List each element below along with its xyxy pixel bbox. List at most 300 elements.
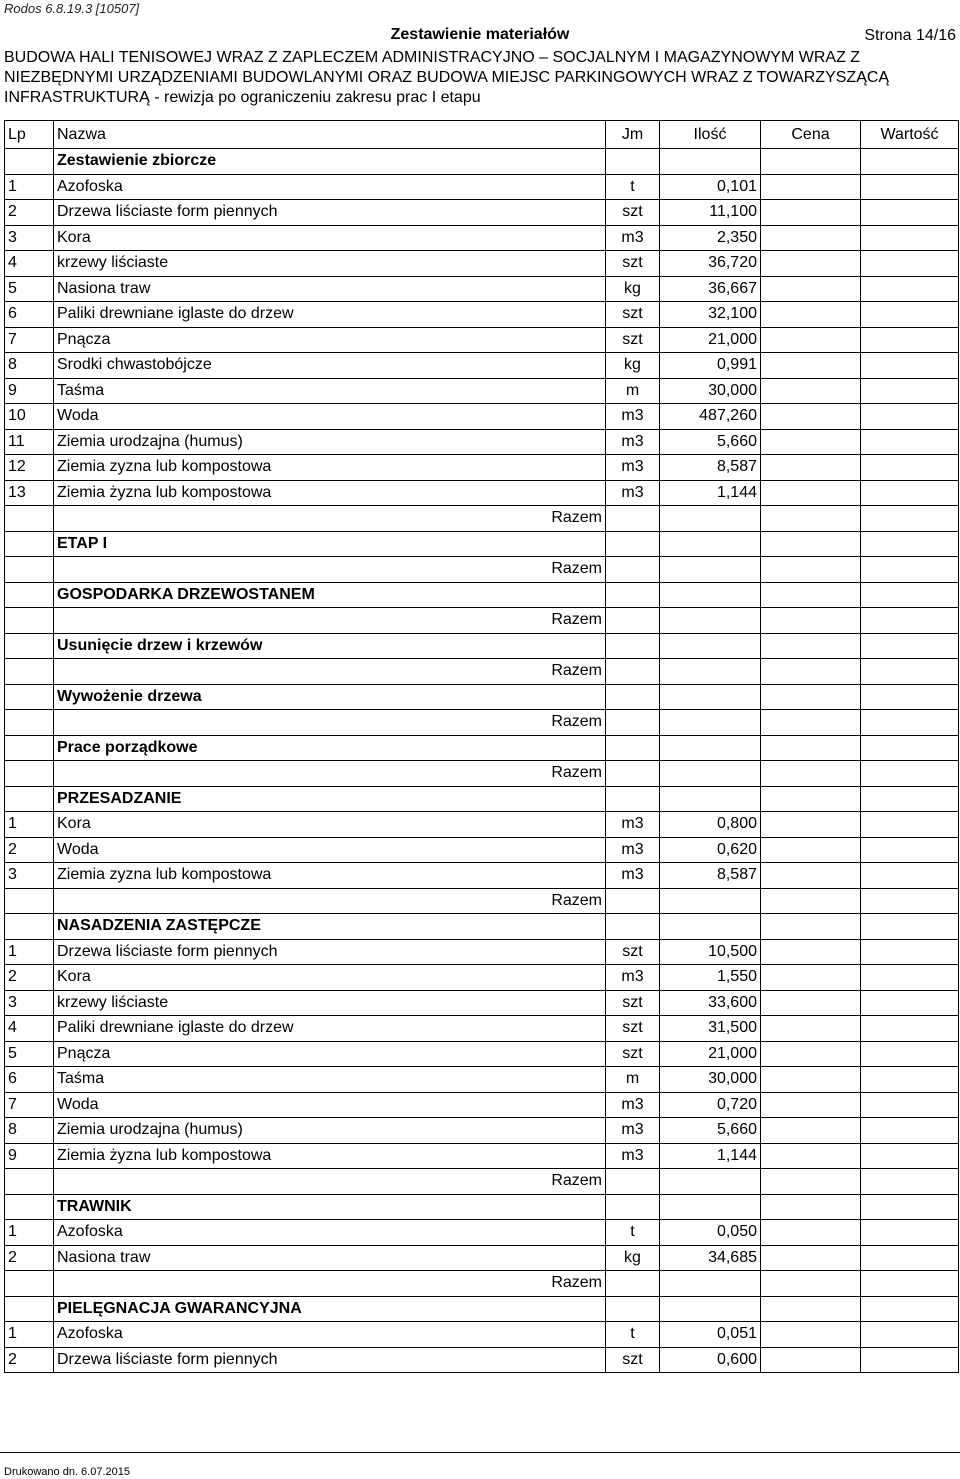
unit-cell: m3 — [606, 1143, 660, 1169]
price-cell — [761, 506, 861, 532]
quantity-cell: 1,550 — [660, 965, 761, 991]
total-label: Razem — [54, 659, 606, 685]
table-row — [5, 837, 959, 863]
row-number: 1 — [5, 1322, 54, 1348]
material-name: Taśma — [54, 1067, 606, 1093]
price-cell — [761, 429, 861, 455]
unit-cell: kg — [606, 353, 660, 379]
unit-cell — [606, 506, 660, 532]
column-header-unit: Jm — [606, 121, 660, 149]
section-title: Usunięcie drzew i krzewów — [54, 633, 606, 659]
price-cell — [761, 149, 861, 175]
section-row — [5, 914, 959, 940]
unit-cell: szt — [606, 939, 660, 965]
row-number — [5, 1296, 54, 1322]
value-cell — [861, 633, 959, 659]
row-number — [5, 710, 54, 736]
price-cell — [761, 837, 861, 863]
value-cell — [861, 1041, 959, 1067]
material-name: Azofoska — [54, 1220, 606, 1246]
price-cell — [761, 531, 861, 557]
value-cell — [861, 990, 959, 1016]
section-title: PIELĘGNACJA GWARANCYJNA — [54, 1296, 606, 1322]
table-row — [5, 353, 959, 379]
section-row — [5, 1296, 959, 1322]
value-cell — [861, 1016, 959, 1042]
section-title: Prace porządkowe — [54, 735, 606, 761]
material-name: Pnącza — [54, 327, 606, 353]
row-number — [5, 633, 54, 659]
table-row — [5, 1118, 959, 1144]
table-row — [5, 1016, 959, 1042]
value-cell — [861, 531, 959, 557]
unit-cell — [606, 1194, 660, 1220]
value-cell — [861, 327, 959, 353]
table-row — [5, 965, 959, 991]
value-cell — [861, 1322, 959, 1348]
price-cell — [761, 327, 861, 353]
total-row — [5, 888, 959, 914]
section-row — [5, 786, 959, 812]
quantity-cell: 31,500 — [660, 1016, 761, 1042]
row-number — [5, 761, 54, 787]
price-cell — [761, 965, 861, 991]
price-cell — [761, 812, 861, 838]
row-number: 6 — [5, 302, 54, 328]
quantity-cell: 36,720 — [660, 251, 761, 277]
value-cell — [861, 1169, 959, 1195]
quantity-cell: 1,144 — [660, 1143, 761, 1169]
material-name: Ziemia żyzna lub kompostowa — [54, 480, 606, 506]
unit-cell: m — [606, 378, 660, 404]
table-row — [5, 990, 959, 1016]
price-cell — [761, 582, 861, 608]
material-name: Pnącza — [54, 1041, 606, 1067]
price-cell — [761, 786, 861, 812]
section-row — [5, 1194, 959, 1220]
price-cell — [761, 608, 861, 634]
footer-divider — [0, 1452, 960, 1453]
value-cell — [861, 200, 959, 226]
unit-cell: m — [606, 1067, 660, 1093]
material-name: Woda — [54, 404, 606, 430]
row-number: 12 — [5, 455, 54, 481]
unit-cell — [606, 914, 660, 940]
row-number — [5, 659, 54, 685]
section-title: NASADZENIA ZASTĘPCZE — [54, 914, 606, 940]
row-number — [5, 1169, 54, 1195]
unit-cell: m3 — [606, 455, 660, 481]
row-number: 4 — [5, 251, 54, 277]
price-cell — [761, 1067, 861, 1093]
unit-cell: m3 — [606, 480, 660, 506]
quantity-cell — [660, 1271, 761, 1297]
quantity-cell — [660, 786, 761, 812]
table-row — [5, 174, 959, 200]
value-cell — [861, 353, 959, 379]
value-cell — [861, 735, 959, 761]
table-row — [5, 1347, 959, 1373]
value-cell — [861, 608, 959, 634]
value-cell — [861, 174, 959, 200]
unit-cell — [606, 684, 660, 710]
row-number: 2 — [5, 1347, 54, 1373]
section-title: GOSPODARKA DRZEWOSTANEM — [54, 582, 606, 608]
unit-cell — [606, 608, 660, 634]
row-number: 3 — [5, 990, 54, 1016]
price-cell — [761, 557, 861, 583]
total-label: Razem — [54, 506, 606, 532]
row-number: 9 — [5, 1143, 54, 1169]
table-row — [5, 200, 959, 226]
column-header-price: Cena — [761, 121, 861, 149]
row-number: 7 — [5, 1092, 54, 1118]
price-cell — [761, 404, 861, 430]
table-row — [5, 939, 959, 965]
material-name: Srodki chwastobójcze — [54, 353, 606, 379]
quantity-cell: 30,000 — [660, 378, 761, 404]
quantity-cell — [660, 506, 761, 532]
material-name: Woda — [54, 1092, 606, 1118]
table-row — [5, 404, 959, 430]
unit-cell — [606, 888, 660, 914]
quantity-cell — [660, 659, 761, 685]
material-name: Drzewa liściaste form piennych — [54, 200, 606, 226]
price-cell — [761, 990, 861, 1016]
unit-cell: m3 — [606, 812, 660, 838]
value-cell — [861, 302, 959, 328]
unit-cell — [606, 531, 660, 557]
row-number: 9 — [5, 378, 54, 404]
table-row — [5, 1220, 959, 1246]
unit-cell: m3 — [606, 837, 660, 863]
quantity-cell: 0,800 — [660, 812, 761, 838]
row-number — [5, 786, 54, 812]
row-number: 7 — [5, 327, 54, 353]
table-row — [5, 812, 959, 838]
row-number: 2 — [5, 1245, 54, 1271]
unit-cell: kg — [606, 276, 660, 302]
price-cell — [761, 302, 861, 328]
quantity-cell: 21,000 — [660, 327, 761, 353]
total-row — [5, 710, 959, 736]
row-number: 2 — [5, 837, 54, 863]
price-cell — [761, 455, 861, 481]
quantity-cell — [660, 149, 761, 175]
price-cell — [761, 353, 861, 379]
total-label: Razem — [54, 1169, 606, 1195]
row-number: 10 — [5, 404, 54, 430]
table-row — [5, 302, 959, 328]
section-title: ETAP I — [54, 531, 606, 557]
unit-cell — [606, 582, 660, 608]
price-cell — [761, 633, 861, 659]
unit-cell: szt — [606, 1016, 660, 1042]
price-cell — [761, 863, 861, 889]
price-cell — [761, 1169, 861, 1195]
quantity-cell: 34,685 — [660, 1245, 761, 1271]
section-row — [5, 531, 959, 557]
materials-table — [4, 120, 959, 1373]
row-number: 1 — [5, 1220, 54, 1246]
material-name: Paliki drewniane iglaste do drzew — [54, 302, 606, 328]
quantity-cell: 8,587 — [660, 863, 761, 889]
unit-cell — [606, 1271, 660, 1297]
value-cell — [861, 251, 959, 277]
price-cell — [761, 659, 861, 685]
quantity-cell: 2,350 — [660, 225, 761, 251]
quantity-cell — [660, 582, 761, 608]
table-row — [5, 863, 959, 889]
value-cell — [861, 582, 959, 608]
value-cell — [861, 684, 959, 710]
value-cell — [861, 914, 959, 940]
price-cell — [761, 1092, 861, 1118]
price-cell — [761, 1245, 861, 1271]
total-row — [5, 1271, 959, 1297]
quantity-cell: 32,100 — [660, 302, 761, 328]
table-header-row — [5, 121, 959, 149]
material-name: Woda — [54, 837, 606, 863]
value-cell — [861, 1067, 959, 1093]
price-cell — [761, 174, 861, 200]
section-title: Wywożenie drzewa — [54, 684, 606, 710]
value-cell — [861, 837, 959, 863]
material-name: Azofoska — [54, 174, 606, 200]
total-row — [5, 557, 959, 583]
price-cell — [761, 710, 861, 736]
column-header-name: Nazwa — [54, 121, 606, 149]
price-cell — [761, 1322, 861, 1348]
price-cell — [761, 200, 861, 226]
material-name: Drzewa liściaste form piennych — [54, 1347, 606, 1373]
table-row — [5, 378, 959, 404]
unit-cell — [606, 557, 660, 583]
page-number: Strona 14/16 — [864, 27, 956, 44]
material-name: Ziemia zyzna lub kompostowa — [54, 455, 606, 481]
row-number — [5, 149, 54, 175]
section-row — [5, 684, 959, 710]
total-label: Razem — [54, 1271, 606, 1297]
row-number: 11 — [5, 429, 54, 455]
quantity-cell — [660, 888, 761, 914]
value-cell — [861, 378, 959, 404]
column-header-lp: Lp — [5, 121, 54, 149]
quantity-cell — [660, 1296, 761, 1322]
unit-cell: szt — [606, 1041, 660, 1067]
total-row — [5, 659, 959, 685]
value-cell — [861, 429, 959, 455]
row-number: 2 — [5, 965, 54, 991]
price-cell — [761, 378, 861, 404]
material-name: Azofoska — [54, 1322, 606, 1348]
price-cell — [761, 1220, 861, 1246]
price-cell — [761, 1143, 861, 1169]
material-name: Paliki drewniane iglaste do drzew — [54, 1016, 606, 1042]
quantity-cell — [660, 735, 761, 761]
value-cell — [861, 1245, 959, 1271]
row-number: 8 — [5, 1118, 54, 1144]
row-number: 5 — [5, 276, 54, 302]
unit-cell — [606, 735, 660, 761]
table-row — [5, 276, 959, 302]
total-row — [5, 506, 959, 532]
price-cell — [761, 1041, 861, 1067]
quantity-cell: 21,000 — [660, 1041, 761, 1067]
quantity-cell: 0,991 — [660, 353, 761, 379]
unit-cell: m3 — [606, 1118, 660, 1144]
print-date: Drukowano dn. 6.07.2015 — [4, 1466, 130, 1478]
material-name: Nasiona traw — [54, 276, 606, 302]
section-row — [5, 582, 959, 608]
table-row — [5, 327, 959, 353]
total-label: Razem — [54, 888, 606, 914]
table-row — [5, 1092, 959, 1118]
section-row — [5, 735, 959, 761]
row-number: 4 — [5, 1016, 54, 1042]
quantity-cell: 0,051 — [660, 1322, 761, 1348]
price-cell — [761, 251, 861, 277]
material-name: krzewy liściaste — [54, 251, 606, 277]
total-row — [5, 608, 959, 634]
value-cell — [861, 888, 959, 914]
value-cell — [861, 863, 959, 889]
row-number: 1 — [5, 812, 54, 838]
table-row — [5, 1041, 959, 1067]
unit-cell: szt — [606, 327, 660, 353]
row-number: 3 — [5, 225, 54, 251]
table-row — [5, 455, 959, 481]
section-row — [5, 149, 959, 175]
unit-cell — [606, 710, 660, 736]
row-number — [5, 735, 54, 761]
quantity-cell: 8,587 — [660, 455, 761, 481]
quantity-cell: 0,600 — [660, 1347, 761, 1373]
price-cell — [761, 480, 861, 506]
price-cell — [761, 1296, 861, 1322]
unit-cell — [606, 1296, 660, 1322]
price-cell — [761, 1347, 861, 1373]
value-cell — [861, 557, 959, 583]
row-number — [5, 608, 54, 634]
table-row — [5, 251, 959, 277]
value-cell — [861, 455, 959, 481]
section-title: Zestawienie zbiorcze — [54, 149, 606, 175]
quantity-cell: 36,667 — [660, 276, 761, 302]
price-cell — [761, 1194, 861, 1220]
material-name: Kora — [54, 812, 606, 838]
value-cell — [861, 786, 959, 812]
value-cell — [861, 1092, 959, 1118]
value-cell — [861, 404, 959, 430]
row-number: 8 — [5, 353, 54, 379]
material-name: Kora — [54, 965, 606, 991]
unit-cell: szt — [606, 990, 660, 1016]
value-cell — [861, 1118, 959, 1144]
quantity-cell: 10,500 — [660, 939, 761, 965]
unit-cell: m3 — [606, 404, 660, 430]
unit-cell: m3 — [606, 225, 660, 251]
value-cell — [861, 480, 959, 506]
price-cell — [761, 1016, 861, 1042]
price-cell — [761, 684, 861, 710]
row-number — [5, 888, 54, 914]
price-cell — [761, 225, 861, 251]
row-number: 13 — [5, 480, 54, 506]
value-cell — [861, 225, 959, 251]
quantity-cell: 0,050 — [660, 1220, 761, 1246]
quantity-cell: 0,620 — [660, 837, 761, 863]
total-label: Razem — [54, 710, 606, 736]
value-cell — [861, 812, 959, 838]
value-cell — [861, 276, 959, 302]
quantity-cell — [660, 710, 761, 736]
quantity-cell: 487,260 — [660, 404, 761, 430]
table-row — [5, 1245, 959, 1271]
row-number — [5, 914, 54, 940]
row-number — [5, 582, 54, 608]
value-cell — [861, 761, 959, 787]
row-number: 6 — [5, 1067, 54, 1093]
row-number — [5, 1271, 54, 1297]
unit-cell: szt — [606, 1347, 660, 1373]
unit-cell: szt — [606, 251, 660, 277]
unit-cell: m3 — [606, 1092, 660, 1118]
table-row — [5, 1067, 959, 1093]
row-number: 2 — [5, 200, 54, 226]
unit-cell: m3 — [606, 863, 660, 889]
value-cell — [861, 1347, 959, 1373]
value-cell — [861, 1194, 959, 1220]
total-label: Razem — [54, 761, 606, 787]
value-cell — [861, 710, 959, 736]
value-cell — [861, 1296, 959, 1322]
price-cell — [761, 914, 861, 940]
unit-cell: t — [606, 1322, 660, 1348]
section-title: TRAWNIK — [54, 1194, 606, 1220]
quantity-cell — [660, 1169, 761, 1195]
unit-cell — [606, 633, 660, 659]
value-cell — [861, 1271, 959, 1297]
total-row — [5, 1169, 959, 1195]
row-number — [5, 531, 54, 557]
material-name: Ziemia urodzajna (humus) — [54, 429, 606, 455]
quantity-cell: 33,600 — [660, 990, 761, 1016]
value-cell — [861, 965, 959, 991]
material-name: Kora — [54, 225, 606, 251]
material-name: Drzewa liściaste form piennych — [54, 939, 606, 965]
price-cell — [761, 1271, 861, 1297]
unit-cell: szt — [606, 200, 660, 226]
quantity-cell — [660, 531, 761, 557]
quantity-cell: 0,101 — [660, 174, 761, 200]
material-name: Ziemia zyzna lub kompostowa — [54, 863, 606, 889]
project-description: BUDOWA HALI TENISOWEJ WRAZ Z ZAPLECZEM ADMINISTRACYJNO – SOCJALNYM I MAGAZYNOWYM WRAZ Z NIEZBĘDNYMI URZĄDZENIAMI BUDOWLANYMI ORAZ BUDOWA MIEJSC PARKINGOWYCH WRAZ Z TOWARZYSZĄCĄ INFRASTRUKTURĄ - rewizja po ograniczeniu zakresu prac I etapu — [4, 49, 890, 106]
unit-cell — [606, 786, 660, 812]
quantity-cell — [660, 761, 761, 787]
table-row — [5, 1322, 959, 1348]
row-number: 1 — [5, 174, 54, 200]
unit-cell: kg — [606, 1245, 660, 1271]
unit-cell — [606, 659, 660, 685]
quantity-cell — [660, 633, 761, 659]
quantity-cell: 1,144 — [660, 480, 761, 506]
unit-cell: t — [606, 174, 660, 200]
quantity-cell — [660, 1194, 761, 1220]
material-name: Taśma — [54, 378, 606, 404]
section-row — [5, 633, 959, 659]
value-cell — [861, 1143, 959, 1169]
